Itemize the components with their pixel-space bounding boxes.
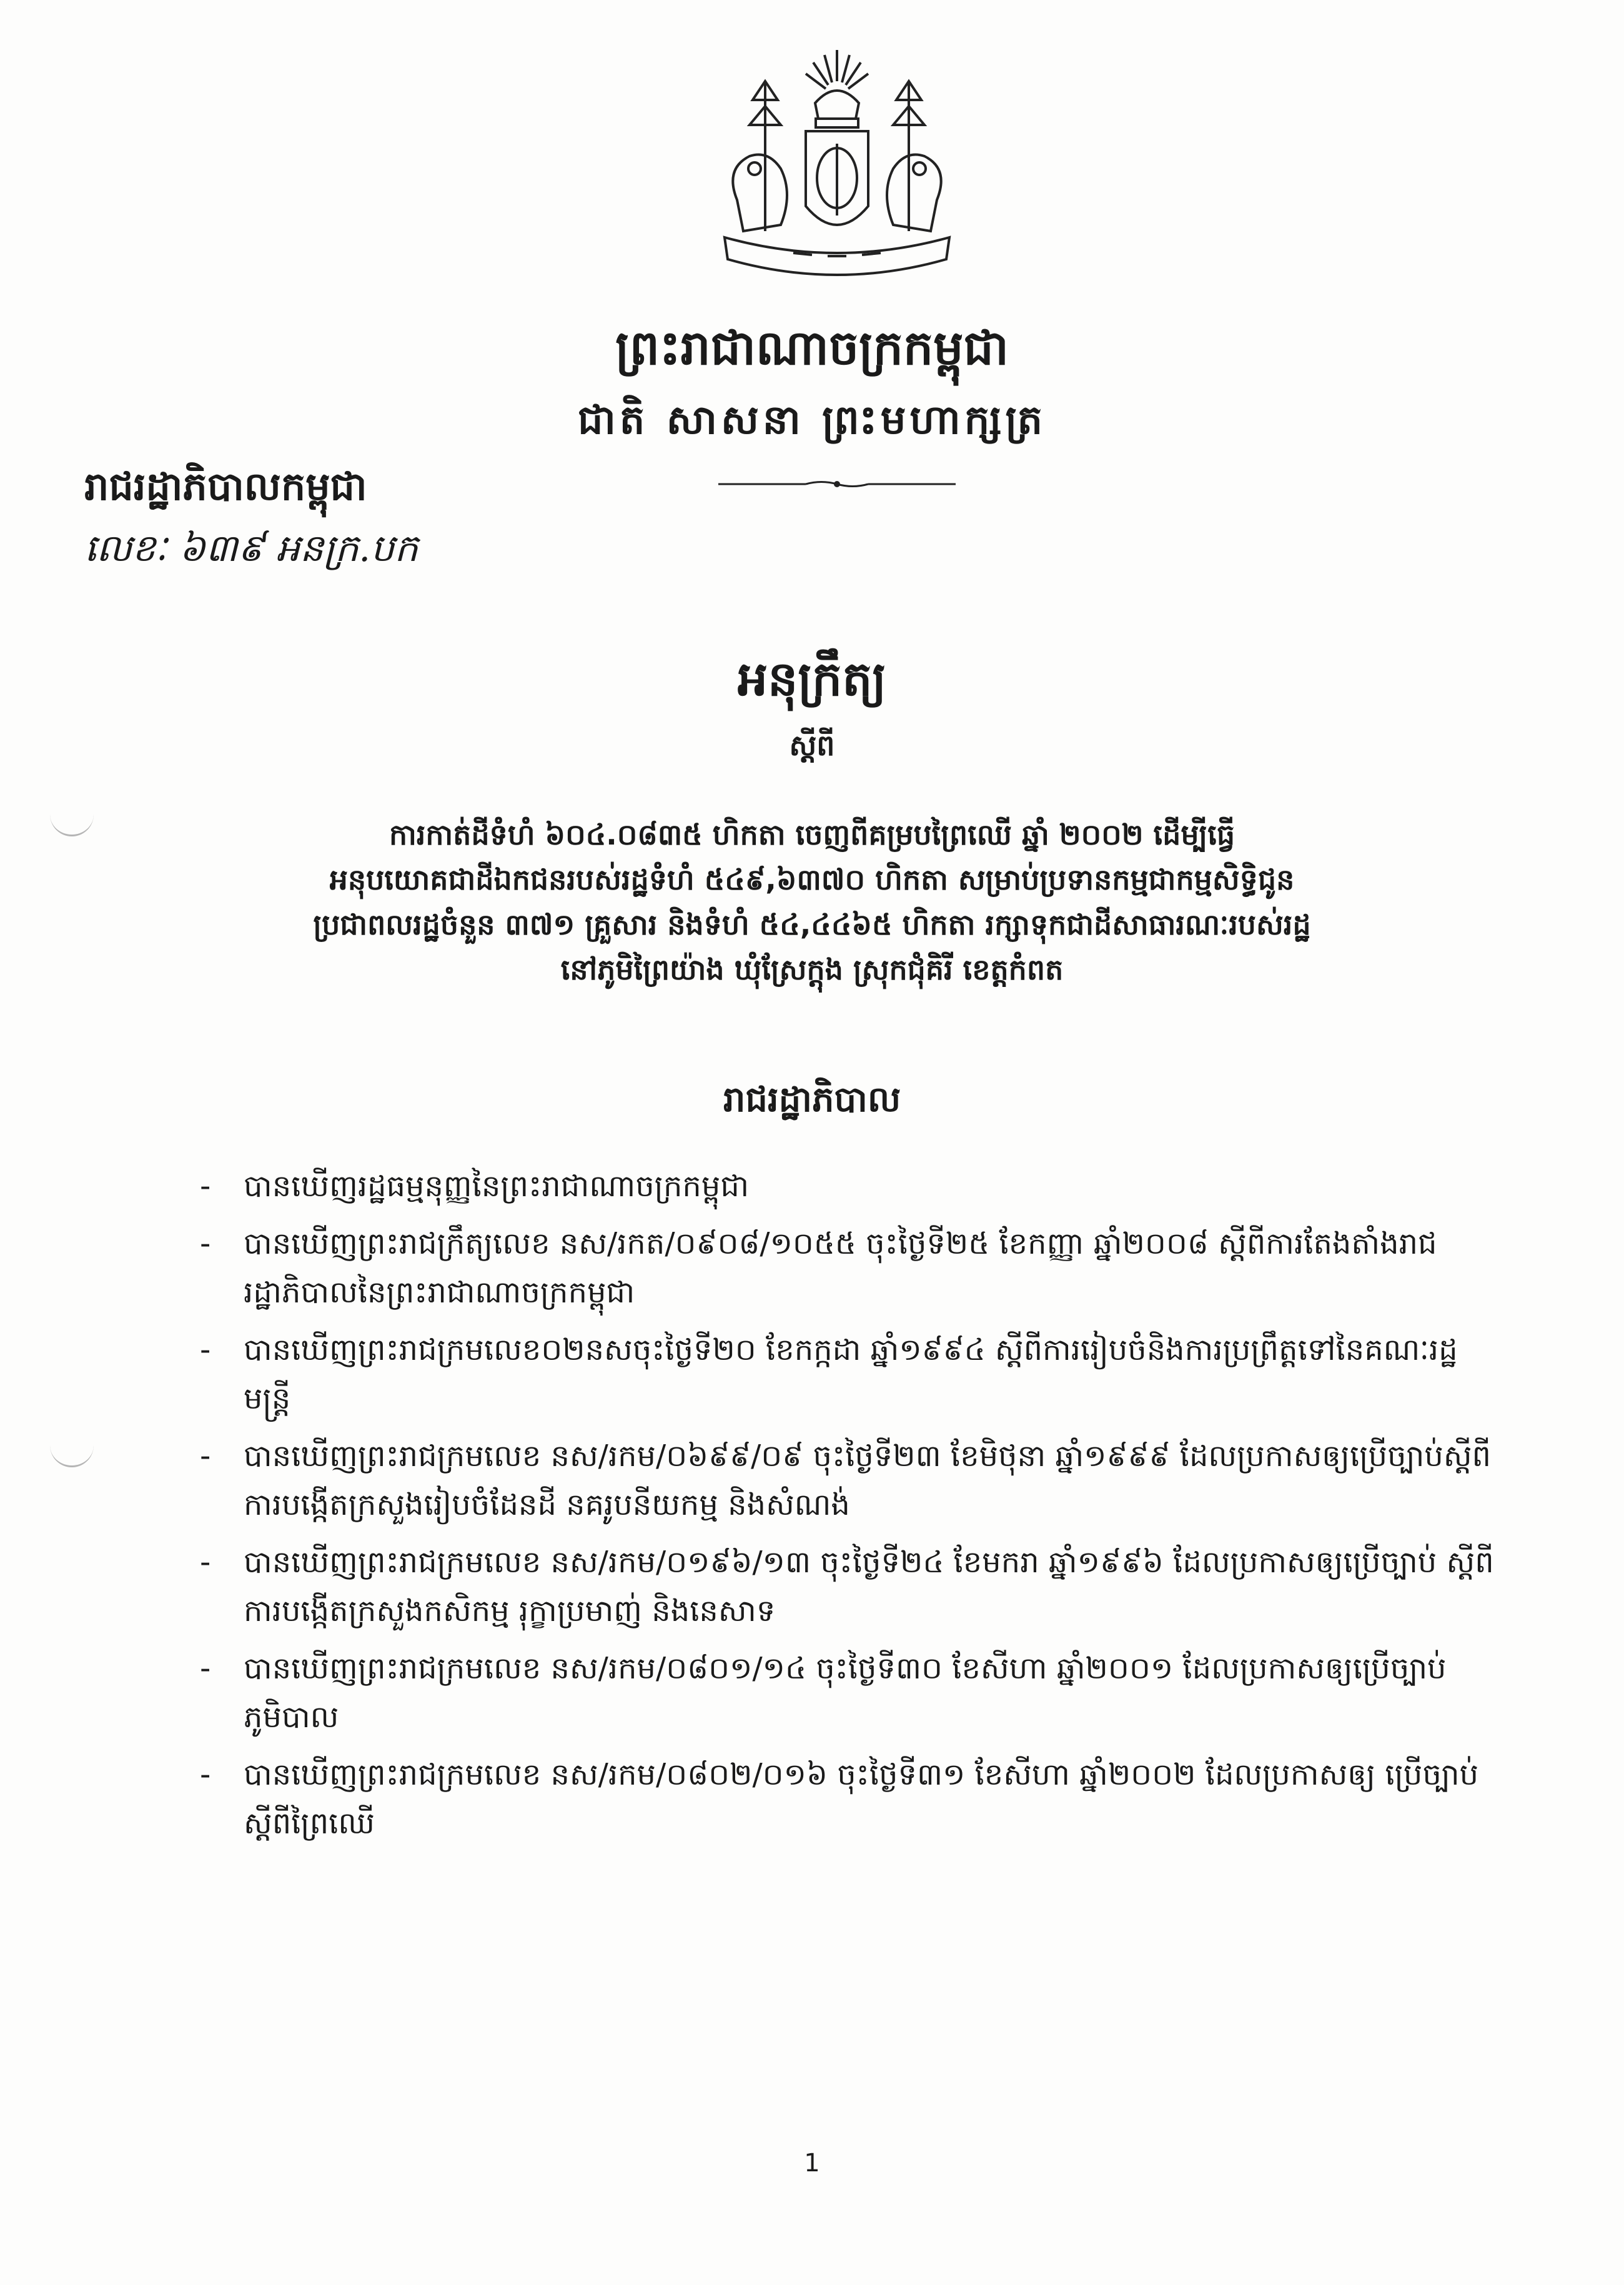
consideration-item	[200, 1219, 1499, 1317]
page-number: 1	[804, 2149, 820, 2178]
list-dash-marker: -	[200, 1545, 211, 1580]
consideration-text: បានឃើញព្រះរាជក្រមលេខ០២នសចុះថ្ងៃទី២០ ខែកក្កដា ឆ្នាំ១៩៩៤ ស្ដីពីការរៀបចំនិងការប្រព្រឹត្តទៅនៃគណៈរដ្ឋមន្ត្រី	[244, 1332, 1458, 1416]
consideration-text: បានឃើញព្រះរាជក្រមលេខ នស/រកម/០១៩៦/១៣ ចុះថ្ងៃទី២៤ ខែមករា ឆ្នាំ១៩៩៦ ដែលប្រកាសឲ្យប្រើច្បាប់ ស្ដីពីការបង្កើតក្រសួងកសិកម្ម រុក្ខាប្រមាញ់ និងនេសាទ	[244, 1545, 1494, 1628]
list-dash-marker: -	[200, 1757, 211, 1792]
royal-coat-of-arms-emblem	[706, 44, 968, 294]
list-dash-marker: -	[200, 1169, 211, 1204]
list-dash-marker: -	[200, 1226, 211, 1261]
subject-line: ប្រជាពលរដ្ឋចំនួន ៣៧១ គ្រួសារ និងទំហំ ៥៤,៤៤៦៥ ហិកតា រក្សាទុកជាដីសាធារណៈរបស់រដ្ឋ	[313, 908, 1311, 941]
document-number: លេខៈ ៦៣៩ អនក្រ.បក	[84, 527, 418, 570]
document-subject	[269, 812, 1355, 992]
consideration-item	[200, 1644, 1499, 1742]
government-heading: រាជរដ្ឋាភិបាល	[723, 1079, 901, 1120]
document-about-label: ស្ដីពី	[789, 728, 835, 762]
national-motto: ជាតិ សាសនា ព្រះមហាក្សត្រ	[577, 397, 1047, 444]
consideration-item	[200, 1162, 1499, 1211]
consideration-text: បានឃើញព្រះរាជក្រមលេខ នស/រកម/០៦៩៩/០៩ ចុះថ្ងៃទី២៣ ខែមិថុនា ឆ្នាំ១៩៩៩ ដែលប្រកាសឲ្យប្រើច្បាប់ស្ដីពីការបង្កើតក្រសួងរៀបចំដែនដី នគរូបនីយកម្ម និងសំណង់	[244, 1439, 1491, 1522]
punch-hole-mark	[50, 1443, 94, 1467]
consideration-text: បានឃើញព្រះរាជក្រមលេខ នស/រកម/០៨០២/០១៦ ចុះថ្ងៃទី៣១ ខែសីហា ឆ្នាំ២០០២ ដែលប្រកាសឲ្យ ប្រើច្បាប់ស្ដីពីព្រៃឈើ	[244, 1757, 1479, 1841]
subject-line: អនុបយោគជាដីឯកជនរបស់រដ្ឋទំហំ ៥៤៩,៦៣៧០ ហិកតា សម្រាប់ប្រទានកម្មជាកម្មសិទ្ធិជូន	[329, 863, 1295, 896]
issuing-government-name: រាជរដ្ឋាភិបាលកម្ពុជា	[84, 463, 367, 509]
consideration-text: បានឃើញព្រះរាជក្រឹត្យលេខ នស/រកត/០៩០៨/១០៥៥ ចុះថ្ងៃទី២៥ ខែកញ្ញា ឆ្នាំ២០០៨ ស្ដីពីការតែងតាំងរាជរដ្ឋាភិបាលនៃព្រះរាជាណាចក្រកម្ពុជា	[244, 1226, 1437, 1310]
list-dash-marker: -	[200, 1439, 211, 1474]
kingdom-title: ព្រះរាជាណាចក្រកម្ពុជា	[615, 320, 1009, 375]
punch-hole-mark	[50, 812, 94, 836]
consideration-text: បានឃើញរដ្ឋធម្មនុញ្ញនៃព្រះរាជាណាចក្រកម្ពុជា	[244, 1169, 750, 1204]
list-dash-marker: -	[200, 1332, 211, 1367]
consideration-text: បានឃើញព្រះរាជក្រមលេខ នស/រកម/០៨០១/១៤ ចុះថ្ងៃទី៣០ ខែសីហា ឆ្នាំ២០០១ ដែលប្រកាសឲ្យប្រើច្បាប់ភូមិបាល	[244, 1651, 1447, 1735]
subject-line: នៅភូមិព្រៃយ៉ាង ឃុំស្រែក្ដុង ស្រុកជុំគិរី ខេត្តកំពត	[560, 953, 1064, 986]
consideration-item	[200, 1750, 1499, 1848]
consideration-item	[200, 1326, 1499, 1423]
list-dash-marker: -	[200, 1651, 211, 1686]
considerations-list	[200, 1162, 1499, 1856]
consideration-item	[200, 1538, 1499, 1635]
decorative-divider	[718, 480, 956, 488]
consideration-item	[200, 1432, 1499, 1529]
document-type-title: អនុក្រឹត្យ	[737, 651, 887, 706]
subject-line: ការកាត់ដីទំហំ ៦០៤.០៨៣៥ ហិកតា ចេញពីគម្របព្រៃឈើ ឆ្នាំ ២០០២ ដើម្បីធ្វើ	[389, 818, 1235, 851]
